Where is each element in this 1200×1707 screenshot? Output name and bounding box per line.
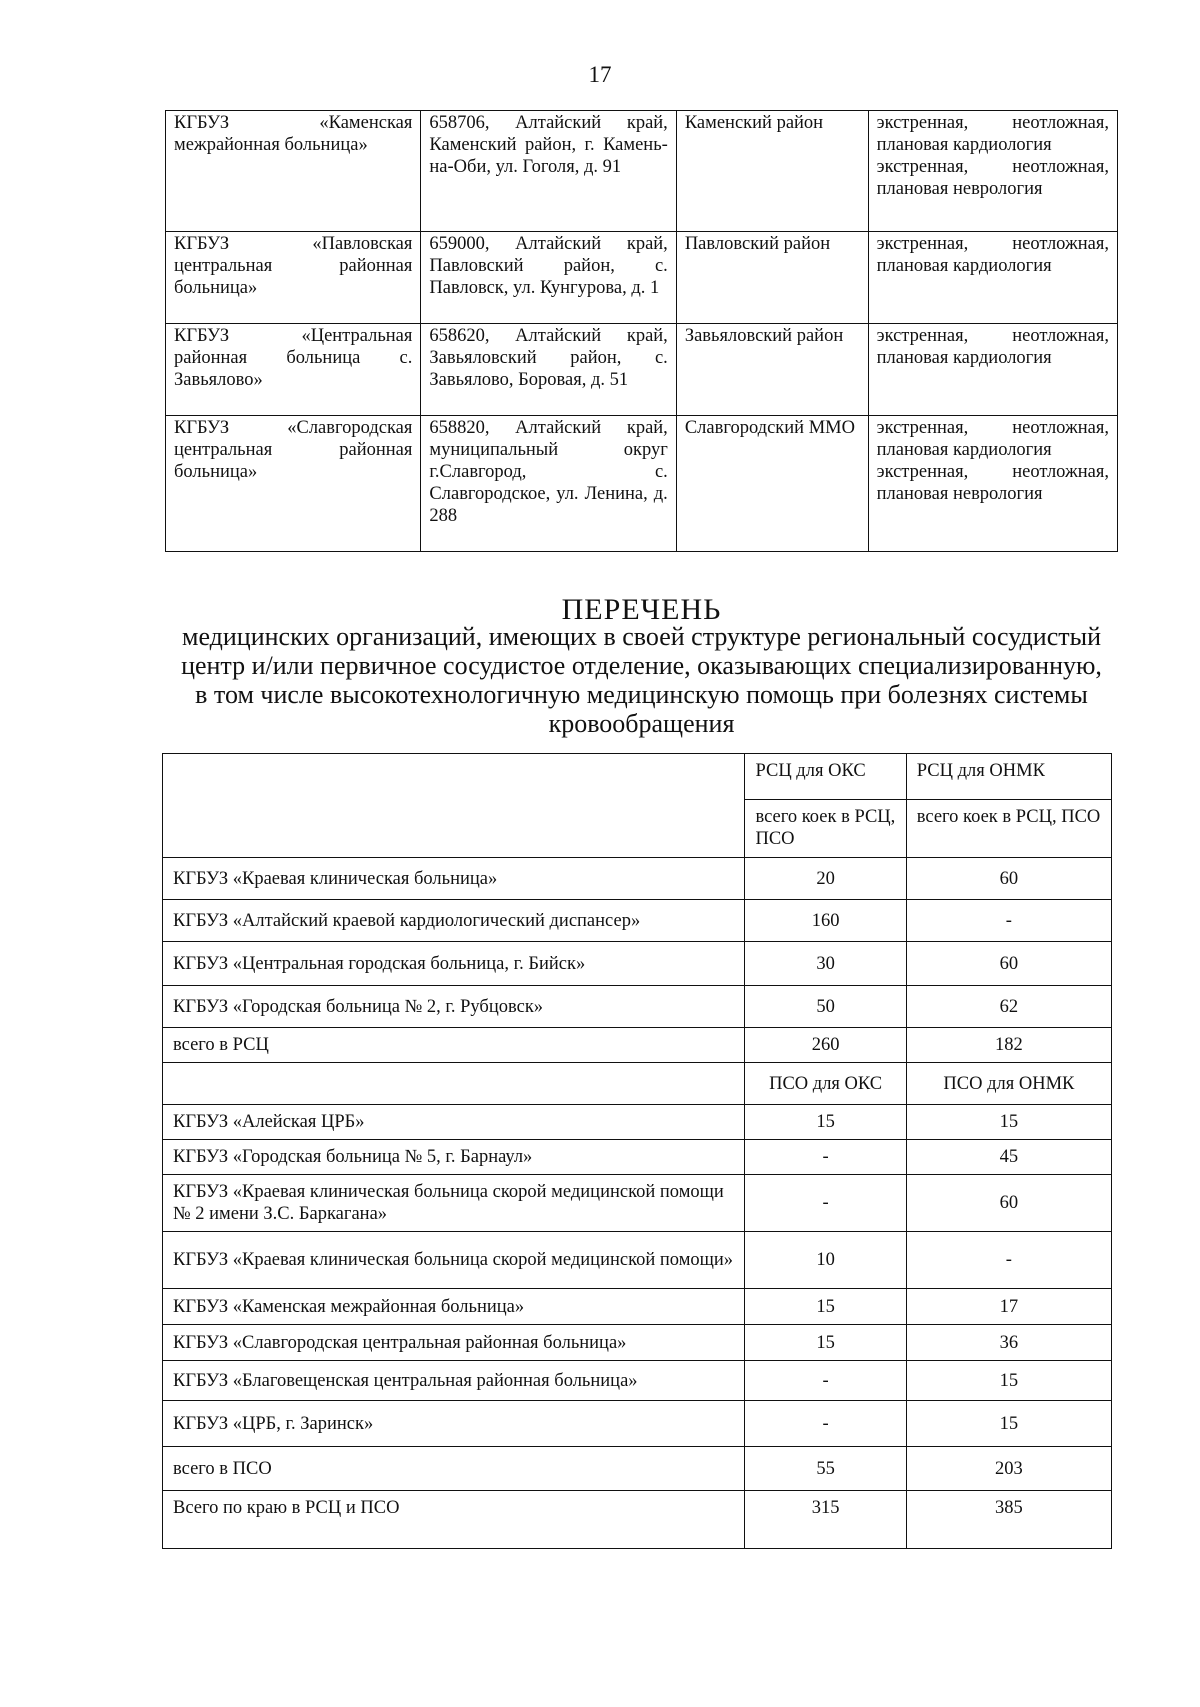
oks-value: - (745, 1175, 906, 1232)
header-row (163, 754, 1112, 800)
total-row (163, 1447, 1112, 1491)
oks-grand-total: 315 (745, 1491, 906, 1549)
oks-value: - (745, 1361, 906, 1401)
area-cell: Каменский район (676, 111, 868, 232)
onmk-value: - (906, 900, 1111, 942)
table-row (166, 324, 1118, 416)
table-row (163, 1140, 1112, 1175)
oks-value: 20 (745, 858, 906, 900)
table-row (166, 416, 1118, 552)
profile-cell (868, 324, 1117, 416)
total-label: всего в РСЦ (163, 1028, 745, 1063)
profile-cell (868, 111, 1117, 232)
oks-value: 50 (745, 986, 906, 1028)
address-cell: 659000, Алтайский край, Павловский район, с. Павловск, ул. Кунгурова, д. 1 (421, 232, 676, 324)
org-cell: КГБУЗ «Каменская межрайонная больница» (166, 111, 421, 232)
org-cell: КГБУЗ «Центральная районная больница с. Завьялово» (166, 324, 421, 416)
org-name: КГБУЗ «Каменская межрайонная больница» (163, 1289, 745, 1325)
org-cell: КГБУЗ «Славгородская центральная районная больница» (166, 416, 421, 552)
oks-value: 30 (745, 942, 906, 986)
profile-cell (868, 416, 1117, 552)
org-name: КГБУЗ «Благовещенская центральная районная больница» (163, 1361, 745, 1401)
oks-value: 15 (745, 1289, 906, 1325)
table-row (163, 900, 1112, 942)
oks-value: - (745, 1401, 906, 1447)
onmk-total: 203 (906, 1447, 1111, 1491)
total-label: всего в ПСО (163, 1447, 745, 1491)
org-name: КГБУЗ «Краевая клиническая больница скорой медицинской помощи № 2 имени З.С. Баркагана» (163, 1175, 745, 1232)
facilities-table (165, 110, 1118, 552)
area-cell: Славгородский ММО (676, 416, 868, 552)
page-number: 17 (588, 62, 612, 87)
org-name: КГБУЗ «Центральная городская больница, г. Бийск» (163, 942, 745, 986)
org-cell: КГБУЗ «Павловская центральная районная больница» (166, 232, 421, 324)
org-name: КГБУЗ «Алтайский краевой кардиологический диспансер» (163, 900, 745, 942)
onmk-value: 60 (906, 1175, 1111, 1232)
table-row (163, 986, 1112, 1028)
grand-total-row (163, 1491, 1112, 1549)
list-title: ПЕРЕЧЕНЬ (561, 593, 722, 626)
onmk-value: 60 (906, 858, 1111, 900)
column-header: ПСО для ОНМК (906, 1063, 1111, 1105)
area-cell: Павловский район (676, 232, 868, 324)
table-row (166, 111, 1118, 232)
vascular-centers-table (162, 753, 1112, 1549)
list-subtitle: медицинских организаций, имеющих в своей структуре региональный сосудистый центр и/или первичное сосудистое отделение, оказывающих специализированную, в том числе высокотехнологичную медицинскую помощь при болезнях системы кровообращения (181, 622, 1102, 738)
onmk-value: 45 (906, 1140, 1111, 1175)
address-cell: 658820, Алтайский край, муниципальный округ г.Славгород, с. Славгородское, ул. Ленина, д. 288 (421, 416, 676, 552)
org-name: КГБУЗ «Алейская ЦРБ» (163, 1105, 745, 1140)
profile-item: экстренная, неотложная, плановая неврология (876, 157, 1109, 199)
total-row (163, 1028, 1112, 1063)
org-name: КГБУЗ «Славгородская центральная районная больница» (163, 1325, 745, 1361)
column-header: ПСО для ОКС (745, 1063, 906, 1105)
grand-total-label: Всего по краю в РСЦ и ПСО (163, 1491, 745, 1549)
column-subheader: всего коек в РСЦ, ПСО (906, 800, 1111, 858)
table-row (163, 1361, 1112, 1401)
oks-value: 10 (745, 1232, 906, 1289)
onmk-value: 15 (906, 1361, 1111, 1401)
org-name: КГБУЗ «Городская больница № 2, г. Рубцовск» (163, 986, 745, 1028)
column-header: РСЦ для ОКС (745, 754, 906, 800)
onmk-value: 15 (906, 1401, 1111, 1447)
oks-value: 15 (745, 1325, 906, 1361)
oks-total: 55 (745, 1447, 906, 1491)
onmk-value: 36 (906, 1325, 1111, 1361)
profile-item: экстренная, неотложная, плановая кардиология (876, 234, 1109, 276)
profile-cell (868, 232, 1117, 324)
profile-item: экстренная, неотложная, плановая неврология (876, 462, 1109, 504)
profile-item: экстренная, неотложная, плановая кардиология (876, 418, 1109, 460)
table-row (163, 1175, 1112, 1232)
pso-header-row (163, 1063, 1112, 1105)
table-row (163, 1401, 1112, 1447)
org-name: КГБУЗ «Краевая клиническая больница скорой медицинской помощи» (163, 1232, 745, 1289)
onmk-value: - (906, 1232, 1111, 1289)
column-subheader: всего коек в РСЦ, ПСО (745, 800, 906, 858)
oks-value: 160 (745, 900, 906, 942)
profile-item: экстренная, неотложная, плановая кардиология (876, 326, 1109, 368)
onmk-value: 60 (906, 942, 1111, 986)
column-header: РСЦ для ОНМК (906, 754, 1111, 800)
oks-value: 15 (745, 1105, 906, 1140)
table-row (163, 1105, 1112, 1140)
empty-header-cell (163, 754, 745, 858)
oks-value: - (745, 1140, 906, 1175)
onmk-value: 15 (906, 1105, 1111, 1140)
table-row (166, 232, 1118, 324)
table-row (163, 1289, 1112, 1325)
onmk-value: 62 (906, 986, 1111, 1028)
onmk-grand-total: 385 (906, 1491, 1111, 1549)
table-row (163, 942, 1112, 986)
address-cell: 658620, Алтайский край, Завьяловский район, с. Завьялово, Боровая, д. 51 (421, 324, 676, 416)
org-name: КГБУЗ «Городская больница № 5, г. Барнаул» (163, 1140, 745, 1175)
org-name: КГБУЗ «ЦРБ, г. Заринск» (163, 1401, 745, 1447)
onmk-value: 17 (906, 1289, 1111, 1325)
oks-total: 260 (745, 1028, 906, 1063)
table-row (163, 1232, 1112, 1289)
address-cell: 658706, Алтайский край, Каменский район, г. Камень-на-Оби, ул. Гоголя, д. 91 (421, 111, 676, 232)
profile-item: экстренная, неотложная, плановая кардиология (876, 113, 1109, 155)
table-row (163, 858, 1112, 900)
onmk-total: 182 (906, 1028, 1111, 1063)
empty-header-cell (163, 1063, 745, 1105)
org-name: КГБУЗ «Краевая клиническая больница» (163, 858, 745, 900)
area-cell: Завьяловский район (676, 324, 868, 416)
table-row (163, 1325, 1112, 1361)
